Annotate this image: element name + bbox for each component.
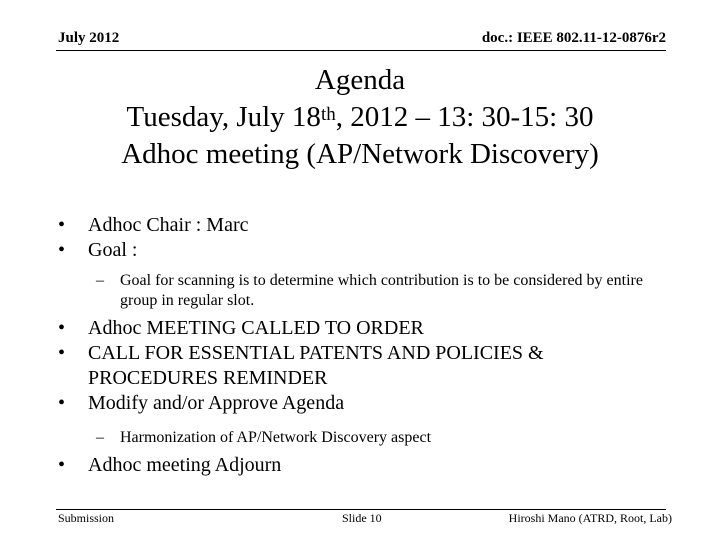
sub-bullet-list-goal [58,271,658,311]
title-line-2 [0,99,720,136]
bullet-text: Adhoc MEETING CALLED TO ORDER [88,317,424,339]
bullet-marker: • [58,454,66,476]
bullet-text: Adhoc Chair : Marc [88,214,249,236]
slide-title [0,62,720,173]
bullet-marker: • [58,392,66,414]
sub-bullet-marker: – [96,272,104,289]
sub-bullet-list-agenda [58,428,658,448]
sub-bullet-text: Goal for scanning is to determine which contribution is to be considered by entire group in regular slot. [120,272,643,309]
footer-author: Hiroshi Mano (ATRD, Root, Lab) [508,511,672,525]
footer-divider [56,509,666,510]
bullet-chair [58,213,658,238]
title-line-2-start: Tuesday, July 18 [126,101,321,133]
bullet-marker: • [58,317,66,339]
footer-submission: Submission [58,511,115,525]
bullet-marker: • [58,342,66,364]
title-line-2-end: , 2012 – 13: 30-15: 30 [335,101,594,133]
bullet-call-to-order [58,316,658,341]
bullet-text: CALL FOR ESSENTIAL PATENTS AND POLICIES & PROCEDURES REMINDER [88,342,544,389]
footer-slide-number: Slide 10 [342,511,382,525]
bullet-text: Adhoc meeting Adjourn [88,454,282,476]
bullet-list-middle [58,316,658,416]
bullet-marker: • [58,214,66,236]
sub-bullet-marker: – [96,429,104,446]
bullet-list-bottom [58,453,658,478]
sub-bullet-text: Harmonization of AP/Network Discovery aspect [120,429,432,446]
header-divider [56,50,666,51]
header-date: July 2012 [58,30,120,46]
title-line-3: Adhoc meeting (AP/Network Discovery) [121,138,599,170]
bullet-goal [58,238,658,263]
sub-bullet-goal [58,271,658,311]
header-doc-id: doc.: IEEE 802.11-12-0876r2 [481,30,666,46]
bullet-marker: • [58,239,66,261]
title-line-1: Agenda [314,64,406,96]
bullet-list-top [58,213,658,263]
sub-bullet-harmonization [58,428,658,448]
bullet-text: Modify and/or Approve Agenda [88,392,345,414]
bullet-patents-reminder [58,341,658,391]
title-line-2-superscript: th [320,104,336,125]
bullet-text: Goal : [88,239,138,261]
bullet-approve-agenda [58,391,658,416]
bullet-adjourn [58,453,658,478]
